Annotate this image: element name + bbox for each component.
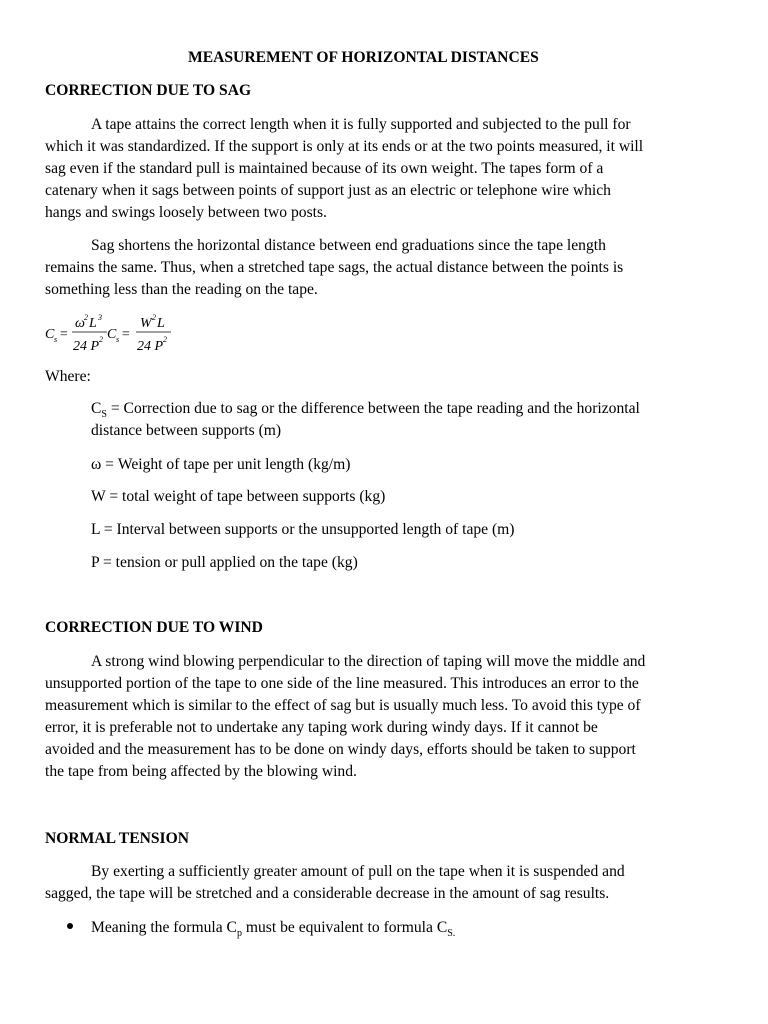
paragraph-line: sagged, the tape will be stretched and a considerable decrease in the amount of sag results. xyxy=(45,885,610,902)
bullet-item xyxy=(91,919,456,939)
bullet-text-mid: must be equivalent to formula C xyxy=(241,919,448,936)
formula-num2-w-exp: 2 xyxy=(152,313,156,322)
definition-cs-continued: distance between supports (m) xyxy=(91,422,282,439)
definition-cs-symbol: C xyxy=(91,400,102,417)
definition-cs-subscript: S xyxy=(101,409,107,420)
formula-den2: 24 P xyxy=(137,339,164,354)
bullet-subscript-p: p xyxy=(236,928,242,939)
bullet-subscript-s: S. xyxy=(447,928,456,939)
heading-normal-tension: NORMAL TENSION xyxy=(45,830,189,847)
sag-correction-formula xyxy=(45,311,195,357)
definition-l: L = Interval between supports or the unsupported length of tape (m) xyxy=(91,521,515,538)
document-title: MEASUREMENT OF HORIZONTAL DISTANCES xyxy=(188,49,539,66)
paragraph-line: By exerting a sufficiently greater amount of pull on the tape when it is suspended and xyxy=(91,863,625,880)
paragraph-line: error, it is preferable not to undertake any taping work during windy days. If it cannot be xyxy=(45,719,598,736)
paragraph-line: Sag shortens the horizontal distance between end graduations since the tape length xyxy=(91,237,606,254)
formula-num1-omega: ω xyxy=(75,316,85,331)
paragraph-line: catenary when it sags between points of support just as an electric or telephone wire which xyxy=(45,182,611,199)
formula-den1: 24 P xyxy=(73,339,100,354)
paragraph-line: measurement which is similar to the effect of sag but is usually much less. To avoid this type of xyxy=(45,697,641,714)
formula-num1-omega-exp: 2 xyxy=(84,313,88,322)
formula-den1-exp: 2 xyxy=(99,335,103,344)
paragraph-line: something less than the reading on the tape. xyxy=(45,281,318,298)
paragraph-line: the tape from being affected by the blowing wind. xyxy=(45,763,357,780)
formula-den2-exp: 2 xyxy=(163,335,167,344)
formula-num1-l: L xyxy=(89,316,97,331)
formula-num1-l-exp: 3 xyxy=(98,313,102,322)
definition-p: P = tension or pull applied on the tape (kg) xyxy=(91,554,358,571)
definition-w: W = total weight of tape between supports (kg) xyxy=(91,488,386,505)
paragraph-line: which it was standardized. If the support is only at its ends or at the two points measured, it will xyxy=(45,138,644,155)
formula-lhs-c: C xyxy=(45,327,55,342)
heading-correction-due-to-wind: CORRECTION DUE TO WIND xyxy=(45,619,263,636)
bullet-icon xyxy=(67,923,73,929)
formula-lhs2-sub: s xyxy=(116,335,120,344)
paragraph-line: hangs and swings loosely between two posts. xyxy=(45,204,327,221)
paragraph-line: sag even if the standard pull is maintained because of its own weight. The tapes form of a xyxy=(45,160,604,177)
formula-equals-2: = xyxy=(121,327,131,342)
paragraph-line: A tape attains the correct length when it is fully supported and subjected to the pull for xyxy=(91,116,631,133)
definition-cs-text: = Correction due to sag or the difference between the tape reading and the horizontal xyxy=(106,400,640,417)
paragraph-line: unsupported portion of the tape to one side of the line measured. This introduces an error to the xyxy=(45,675,639,692)
bullet-text-pre: Meaning the formula C xyxy=(91,919,237,936)
paragraph-line: A strong wind blowing perpendicular to the direction of taping will move the middle and xyxy=(91,653,646,670)
formula-equals: = xyxy=(59,327,69,342)
paragraph-line: avoided and the measurement has to be done on windy days, efforts should be taken to support xyxy=(45,741,636,758)
definition-cs xyxy=(91,400,640,420)
formula-num2-l: L xyxy=(157,316,165,331)
formula-lhs2-c: C xyxy=(107,327,117,342)
formula-num2-w: W xyxy=(140,316,152,331)
heading-correction-due-to-sag: CORRECTION DUE TO SAG xyxy=(45,82,252,99)
definition-omega: ω = Weight of tape per unit length (kg/m) xyxy=(91,456,351,473)
paragraph-line: remains the same. Thus, when a stretched tape sags, the actual distance between the points is xyxy=(45,259,624,276)
where-label: Where: xyxy=(45,368,91,385)
formula-lhs-sub: s xyxy=(54,335,58,344)
